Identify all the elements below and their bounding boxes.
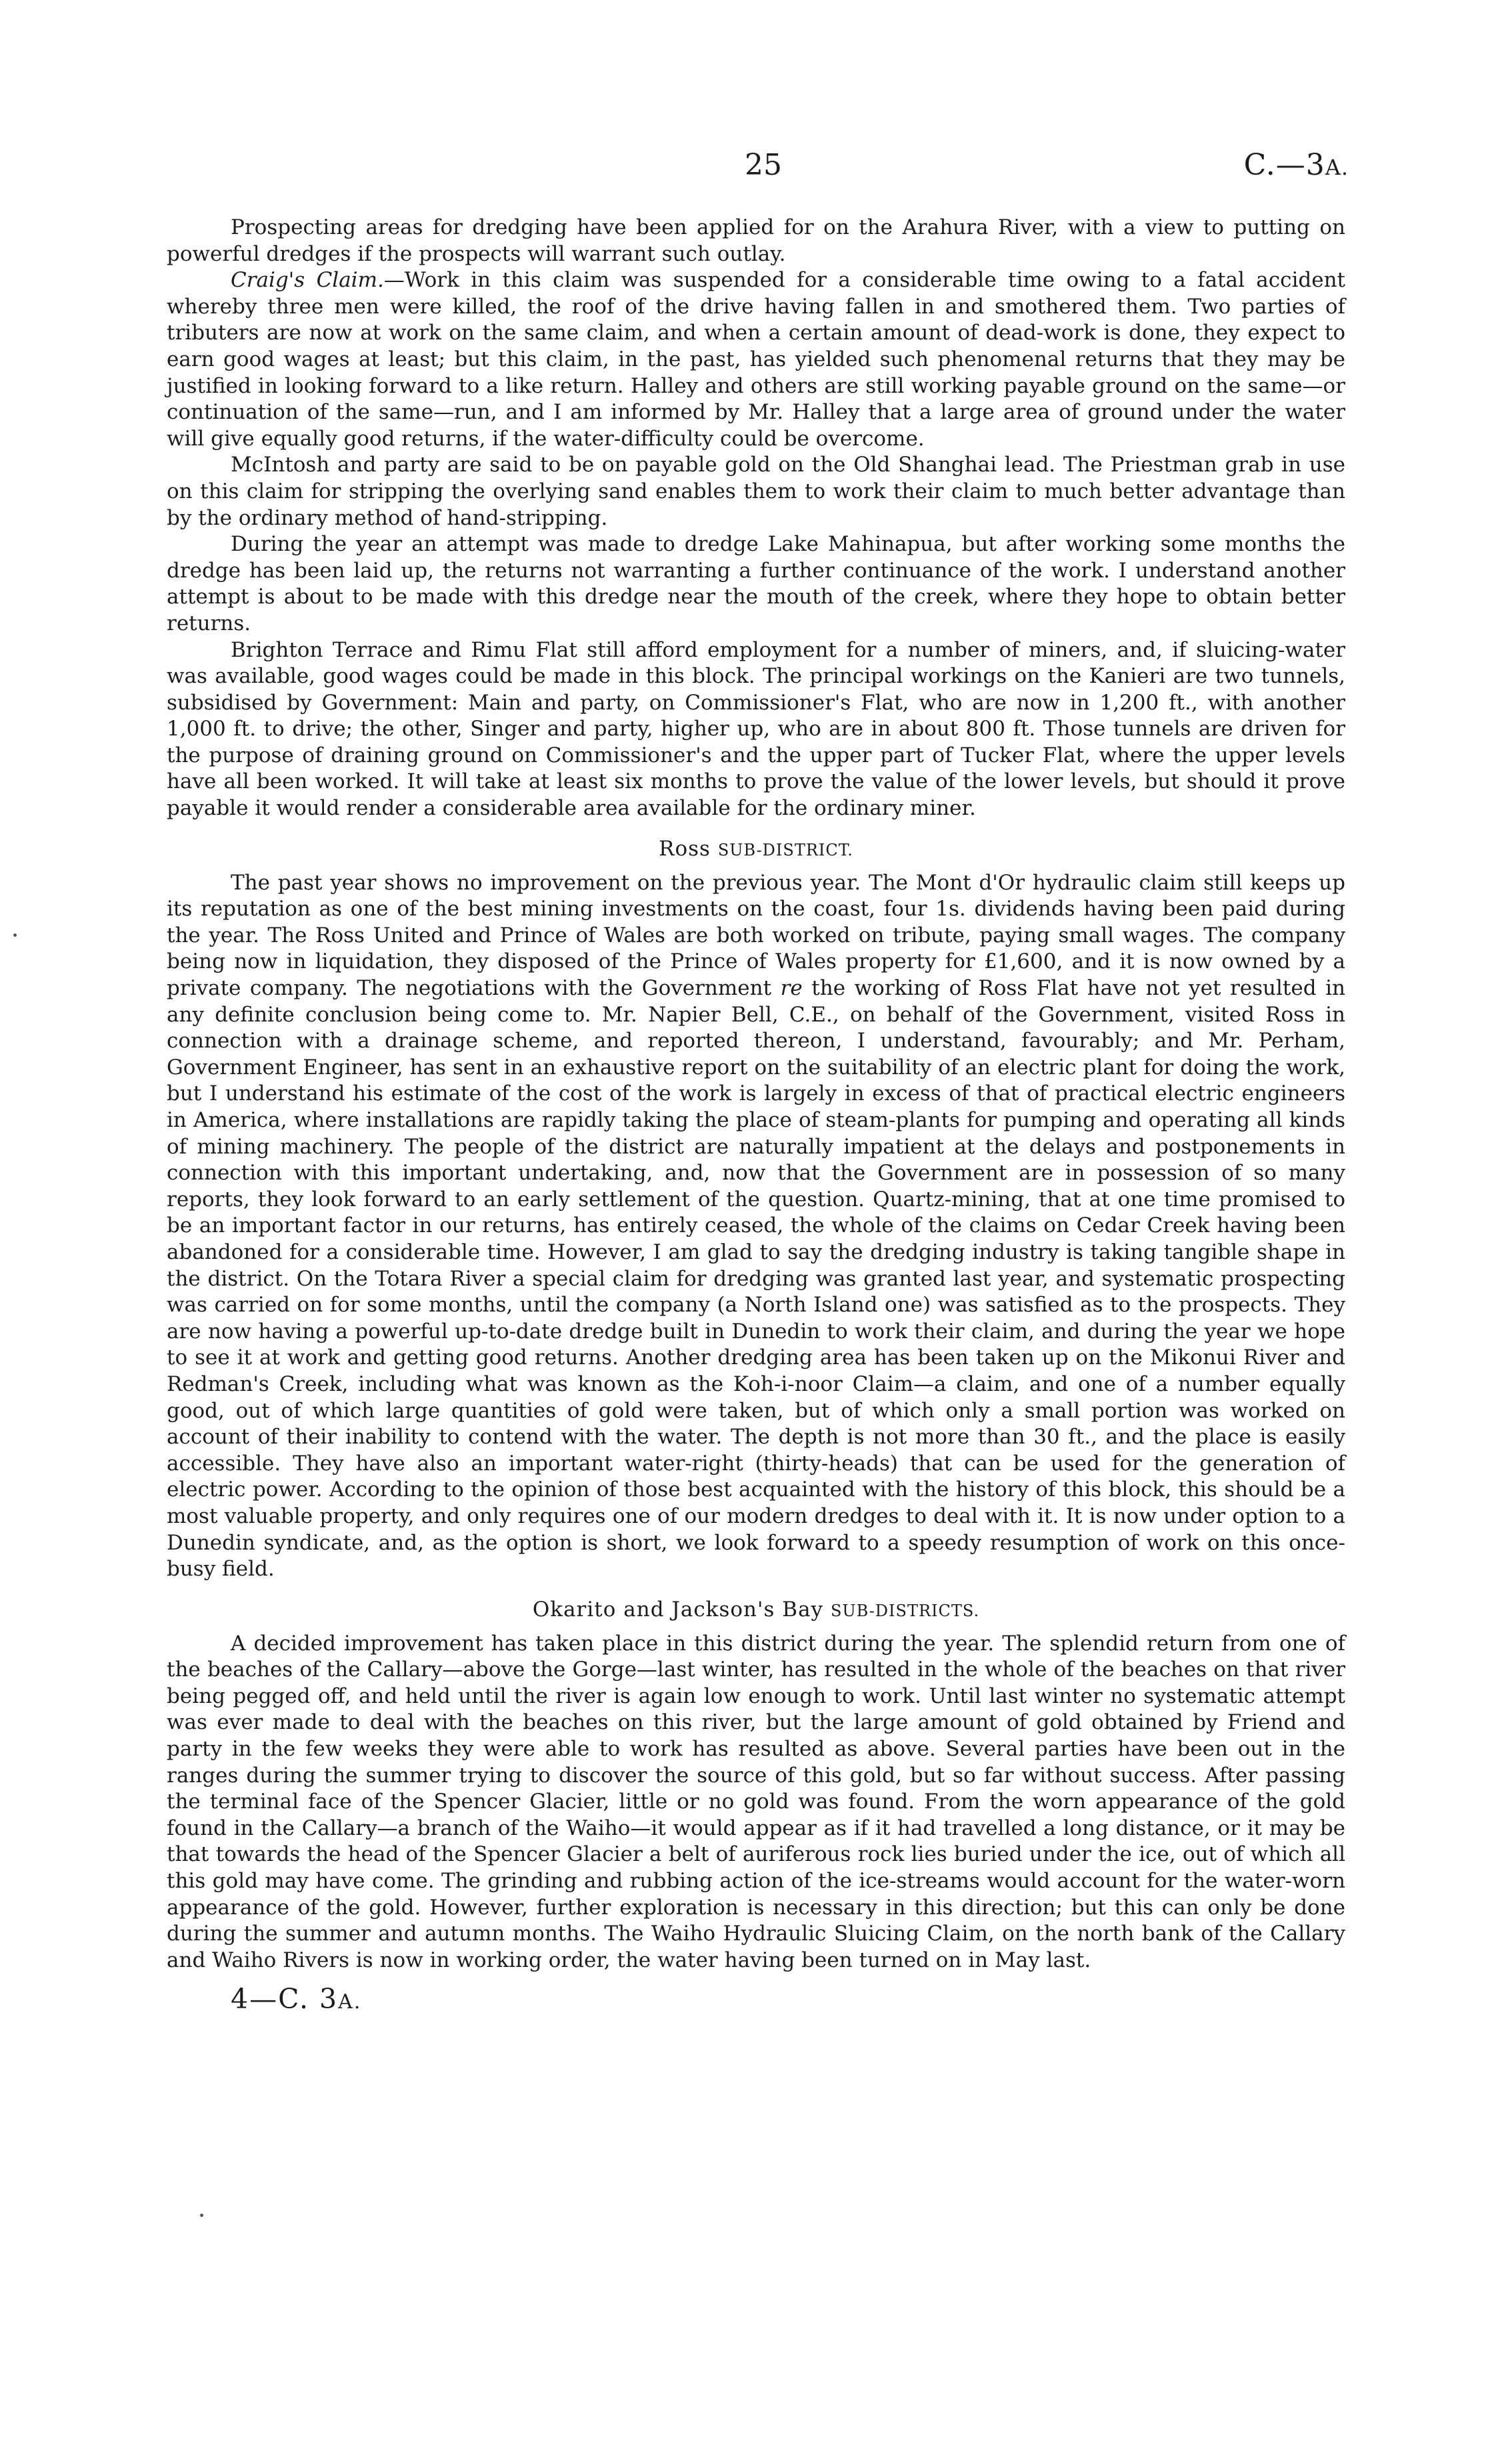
section-heading-okarito [167,1596,1345,1624]
signature-suffix: A. [338,1990,362,2014]
paragraph-ross-subdistrict [167,870,1345,1583]
paragraph-lake-mahinapua: During the year an attempt was made to dredge Lake Mahinapua, but after working some months the dredge has been laid up, the returns not warranting a further continuance of the work. I understand another attempt is about to be made with this dredge near the mouth of the creek, where they hope to obtain better returns. [167,532,1345,635]
paragraph-arahura-prospecting: Prospecting areas for dredging have been applied for on the Arahura River, with a view to putting on powerful dredges if the prospects will warrant such outlay. [167,215,1345,266]
ross-text-re: re [780,976,803,1001]
okarito-heading-lead: Okarito and Jackson's Bay [532,1597,824,1622]
paragraph-okarito-jacksons-bay: A decided improvement has taken place in this district during the year. The splendid return from one of the beaches of the Callary—above the Gorge—last winter, has resulted in the whole of the beaches on that river being pegged off, and held until the river is again low enough to work. Until last winter no systematic attempt was ever made to deal with the beaches on this river, but the large amount of gold obtained by Friend and party in the few weeks they were able to work has resulted as above. Several parties have been out in the ranges during the summer trying to discover the source of this gold, but so far without success. After passing the terminal face of the Spencer Glacier, little or no gold was found. From the worn appearance of the gold found in the Callary—a branch of the Waiho—it would appear as if it had travelled a long distance, or it may be that towards the head of the Spencer Glacier a belt of auriferous rock lies buried under the ice, out of which all this gold may have come. The grinding and rubbing action of the ice-streams would account for the water-worn appearance of the gold. However, further exploration is necessary in this direction; but this can only be done during the summer and autumn months. The Waiho Hydraulic Sluicing Claim, on the north bank of the Callary and Waiho Rivers is now in working order, the water having been turned on in May last. [167,1631,1345,1972]
okarito-heading-rest: SUB-DISTRICTS. [830,1601,980,1620]
craigs-claim-title: Craig's Claim. [231,268,384,293]
ross-heading-lead: Ross [659,836,711,861]
report-body [167,215,1345,2020]
page-number: 25 [745,148,782,182]
signature-mark [231,1982,1345,2020]
ross-text-part-2: the working of Ross Flat have not yet resulted in any definite conclusion being come to. Mr. Napier Bell, C.E., on behalf of the Government, visited Ross in connection with a drainage scheme, and reported thereon, I understand, favourably; and Mr. Perham, Government Engineer, has sent in an exhaustive report on the suitability of an electric plant for doing the work, but I understand his estimate of the cost of the work is largely in excess of that of practical electric engineers in America, where installations are rapidly taking the place of steam-plants for pumping and operating all kinds of mining machinery. The people of the district are naturally impatient at the delays and postponements in connection with this important undertaking, and, now that the Government are in possession of so many reports, they look forward to an early settlement of the question. Quartz-mining, that at one time promised to be an important factor in our returns, has entirely ceased, the whole of the claims on Cedar Creek having been abandoned for a considerable time. However, I am glad to say the dredging industry is taking tangible shape in the district. On the Totara River a special claim for dredging was granted last year, and systematic prospecting was carried on for some months, until the company (a North Island one) was satisfied as to the prospects. They are now having a powerful up-to-date dredge built in Dunedin to work their claim, and during the year we hope to see it at work and getting good returns. Another dredging area has been taken up on the Mikonui River and Redman's Creek, including what was known as the Koh-i-noor Claim—a claim, and one of a number equally good, out of which large quantities of gold were taken, but of which only a small portion was worked on account of their inability to contend with the water. The depth is not more than 30 ft., and the place is easily accessible. They have also an important water-right (thirty-heads) that can be used for the generation of electric power. According to the opinion of those best acquainted with the history of this block, this should be a most valuable property, and only requires one of our modern dredges to deal with it. It is now under option to a Dunedin syndicate, and, as the option is short, we look forward to a speedy resumption of work on this once-busy field. [167,976,1345,1582]
craigs-claim-body: —Work in this claim was suspended for a considerable time owing to a fatal accident whereby three men were killed, the roof of the drive having fallen in and smothered them. Two parties of tributers are now at work on the same claim, and when a certain amount of dead-work is done, they expect to earn good wages at least; but this claim, in the past, has yielded such phenomenal returns that they may be justified in looking forward to a like return. Halley and others are still working payable ground on the same—or continuation of the same—run, and I am informed by Mr. Halley that a large area of ground under the water will give equally good returns, if the water-difficulty could be overcome. [167,268,1346,451]
ross-heading-rest: SUB-DISTRICT. [717,840,853,859]
section-heading-ross [167,835,1345,863]
paragraph-brighton-terrace: Brighton Terrace and Rimu Flat still afford employment for a number of miners, and, if sluicing-water was available, good wages could be made in this block. The principal workings on the Kanieri are two tunnels, subsidised by Government: Main and party, on Commissioner's Flat, who are now in 1,200 ft., with another 1,000 ft. to drive; the other, Singer and party, higher up, who are in about 800 ft. Those tunnels are driven for the purpose of draining ground on Commissioner's and the upper part of Tucker Flat, where the upper levels have all been worked. It will take at least six months to prove the value of the lower levels, but should it prove payable it would render a considerable area available for the ordinary miner. [167,637,1345,821]
paragraph-mcintosh-party: McIntosh and party are said to be on payable gold on the Old Shanghai lead. The Priestman grab in use on this claim for stripping the overlying sand enables them to work their claim to much better advantage than by the ordinary method of hand-stripping. [167,453,1345,530]
signature-main: 4—C. 3 [231,1983,339,2016]
ross-text-part-1: The past year shows no improvement on the previous year. The Mont d'Or hydraulic claim still keeps up its reputation as one of the best mining investments on the coast, four 1s. dividends having been paid during the year. The Ross United and Prince of Wales are both worked on tribute, paying small wages. The company being now in liquidation, they disposed of the Prince of Wales property for £1,600, and it is now owned by a private company. The negotiations with the Government [167,870,1345,1001]
stray-ink-mark [200,2214,203,2217]
stray-ink-mark [13,933,17,937]
document-code-main: C.—3 [1243,148,1325,182]
paragraph-craigs-claim [167,267,1345,452]
document-code [1244,148,1349,185]
document-code-suffix: A. [1325,155,1349,180]
